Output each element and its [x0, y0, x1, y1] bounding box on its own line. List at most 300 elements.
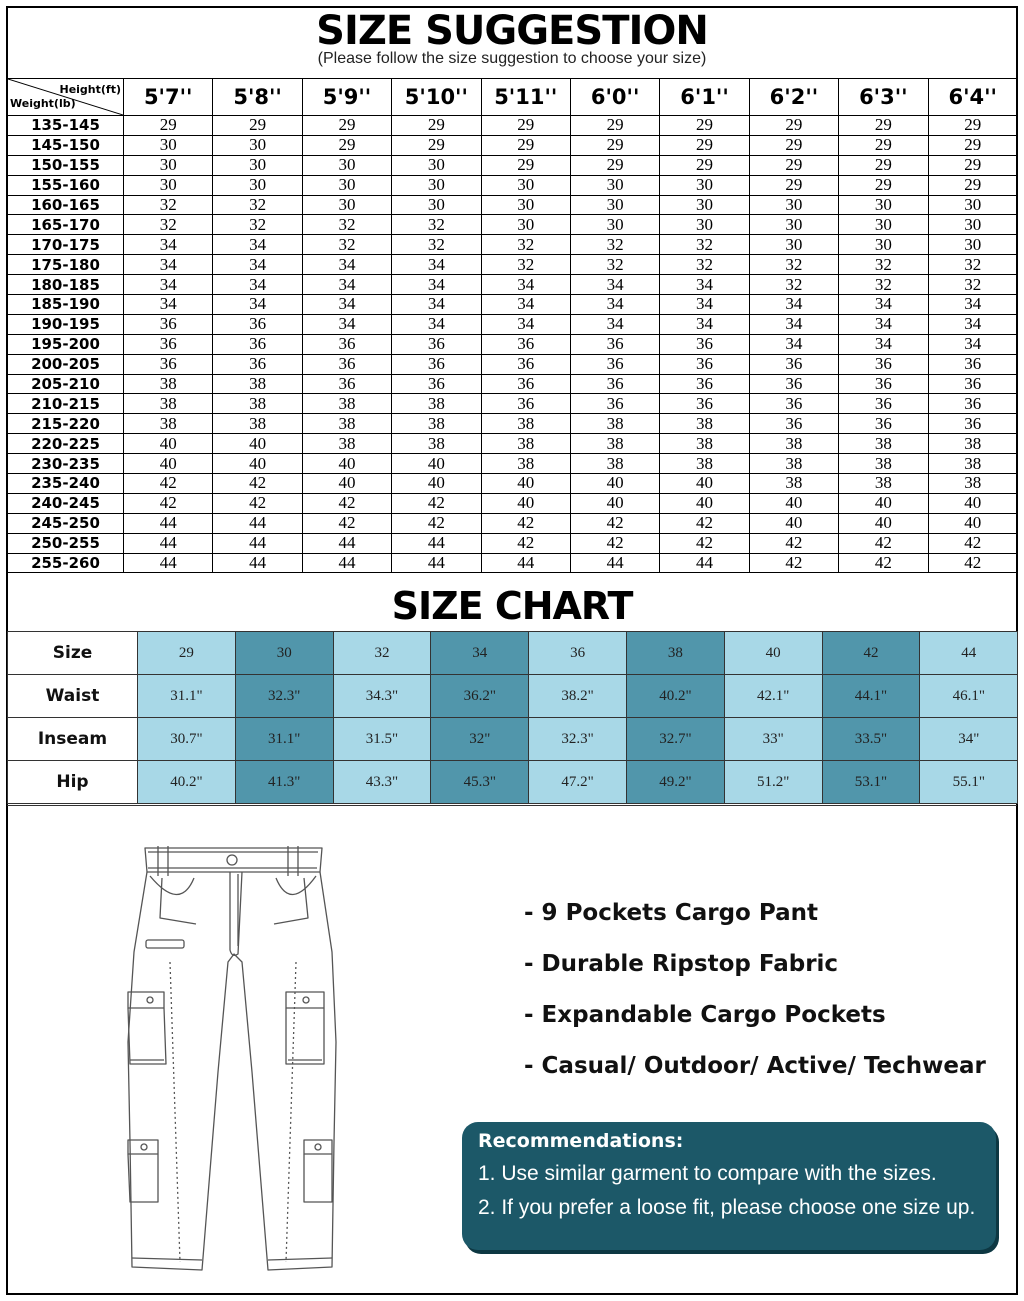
- size-cell: 36: [839, 354, 928, 374]
- size-cell: 40: [749, 493, 838, 513]
- chart-value-cell: 32: [333, 632, 431, 675]
- size-cell: 32: [749, 275, 838, 295]
- size-cell: 29: [928, 135, 1017, 155]
- size-cell: 44: [302, 533, 391, 553]
- size-cell: 29: [928, 155, 1017, 175]
- chart-value-cell: 33": [724, 718, 822, 761]
- chart-value-cell: 47.2": [529, 761, 627, 804]
- section-divider: [7, 805, 1017, 806]
- size-cell: 29: [124, 116, 213, 136]
- size-cell: 29: [749, 116, 838, 136]
- size-cell: 32: [660, 255, 749, 275]
- chart-value-cell: 34.3": [333, 675, 431, 718]
- size-cell: 34: [749, 295, 838, 315]
- size-cell: 29: [302, 135, 391, 155]
- recommendations-title: Recommendations:: [478, 1130, 684, 1152]
- size-cell: 32: [392, 215, 481, 235]
- size-cell: 32: [124, 215, 213, 235]
- size-cell: 29: [749, 135, 838, 155]
- height-header-cell: 5'10'': [392, 79, 481, 116]
- size-cell: 34: [392, 314, 481, 334]
- weight-range-cell: 145-150: [8, 135, 124, 155]
- chart-row-label: Hip: [8, 761, 138, 804]
- table-row: [8, 175, 1018, 195]
- size-cell: 42: [928, 553, 1017, 573]
- height-header-cell: 6'3'': [839, 79, 928, 116]
- size-cell: 30: [749, 195, 838, 215]
- size-cell: 30: [302, 155, 391, 175]
- size-cell: 34: [392, 275, 481, 295]
- size-cell: 36: [749, 354, 838, 374]
- size-cell: 36: [392, 334, 481, 354]
- size-cell: 30: [570, 195, 659, 215]
- weight-range-cell: 240-245: [8, 493, 124, 513]
- table-row: [8, 493, 1018, 513]
- size-cell: 36: [124, 334, 213, 354]
- size-cell: 34: [839, 314, 928, 334]
- table-row: [8, 434, 1018, 454]
- size-cell: 36: [660, 334, 749, 354]
- size-cell: 44: [392, 533, 481, 553]
- size-cell: 30: [839, 235, 928, 255]
- size-cell: 40: [928, 493, 1017, 513]
- size-cell: 30: [749, 215, 838, 235]
- feature-item: - 9 Pockets Cargo Pant: [524, 900, 818, 926]
- size-cell: 36: [749, 414, 838, 434]
- height-axis-label: Height(ft): [59, 83, 121, 96]
- size-cell: 36: [570, 354, 659, 374]
- size-cell: 32: [213, 195, 302, 215]
- weight-range-cell: 170-175: [8, 235, 124, 255]
- chart-row-label: Waist: [8, 675, 138, 718]
- size-cell: 29: [392, 116, 481, 136]
- size-cell: 29: [660, 155, 749, 175]
- size-cell: 30: [213, 175, 302, 195]
- size-cell: 38: [481, 454, 570, 474]
- size-cell: 36: [660, 394, 749, 414]
- size-cell: 34: [660, 314, 749, 334]
- size-cell: 32: [481, 255, 570, 275]
- size-cell: 38: [481, 414, 570, 434]
- size-cell: 30: [124, 155, 213, 175]
- size-cell: 32: [481, 235, 570, 255]
- size-cell: 30: [481, 215, 570, 235]
- size-cell: 30: [928, 195, 1017, 215]
- size-cell: 38: [928, 434, 1017, 454]
- table-row: [8, 394, 1018, 414]
- size-cell: 36: [839, 394, 928, 414]
- size-cell: 40: [124, 434, 213, 454]
- chart-value-cell: 41.3": [235, 761, 333, 804]
- size-cell: 38: [660, 434, 749, 454]
- size-cell: 29: [570, 135, 659, 155]
- height-header-cell: 6'1'': [660, 79, 749, 116]
- table-row: [8, 354, 1018, 374]
- size-cell: 44: [124, 553, 213, 573]
- size-cell: 34: [392, 295, 481, 315]
- size-cell: 30: [570, 175, 659, 195]
- size-cell: 38: [213, 394, 302, 414]
- recommendations-box: [462, 1122, 996, 1250]
- weight-range-cell: 180-185: [8, 275, 124, 295]
- size-cell: 29: [570, 155, 659, 175]
- size-cell: 36: [749, 394, 838, 414]
- size-cell: 38: [392, 414, 481, 434]
- size-cell: 40: [570, 493, 659, 513]
- size-cell: 42: [302, 493, 391, 513]
- chart-value-cell: 45.3": [431, 761, 529, 804]
- size-cell: 34: [213, 275, 302, 295]
- table-row: [8, 454, 1018, 474]
- size-cell: 30: [124, 135, 213, 155]
- chart-value-cell: 44.1": [822, 675, 920, 718]
- size-cell: 30: [660, 215, 749, 235]
- height-header-cell: 5'7'': [124, 79, 213, 116]
- size-cell: 42: [213, 474, 302, 494]
- size-suggestion-title: SIZE SUGGESTION: [316, 8, 708, 54]
- size-cell: 44: [660, 553, 749, 573]
- size-cell: 40: [124, 454, 213, 474]
- size-cell: 44: [213, 553, 302, 573]
- size-cell: 36: [660, 354, 749, 374]
- size-cell: 30: [392, 175, 481, 195]
- size-cell: 34: [124, 295, 213, 315]
- size-cell: 44: [213, 533, 302, 553]
- size-cell: 30: [928, 215, 1017, 235]
- weight-range-cell: 190-195: [8, 314, 124, 334]
- size-cell: 36: [392, 374, 481, 394]
- height-header-cell: 6'2'': [749, 79, 838, 116]
- size-cell: 32: [749, 255, 838, 275]
- size-cell: 36: [928, 354, 1017, 374]
- weight-range-cell: 200-205: [8, 354, 124, 374]
- size-cell: 42: [481, 533, 570, 553]
- size-cell: 34: [481, 295, 570, 315]
- weight-axis-label: Weight(lb): [10, 97, 76, 110]
- chart-row-hip: [8, 761, 1018, 804]
- table-row: [8, 116, 1018, 136]
- chart-value-cell: 32.3": [529, 718, 627, 761]
- recommendation-item: 2. If you prefer a loose fit, please choose one size up.: [478, 1196, 976, 1219]
- size-cell: 44: [302, 553, 391, 573]
- size-cell: 38: [302, 414, 391, 434]
- size-cell: 44: [124, 533, 213, 553]
- size-cell: 44: [481, 553, 570, 573]
- table-row: [8, 215, 1018, 235]
- size-cell: 32: [839, 255, 928, 275]
- weight-range-cell: 175-180: [8, 255, 124, 275]
- size-cell: 29: [481, 116, 570, 136]
- size-cell: 40: [660, 474, 749, 494]
- size-cell: 38: [392, 394, 481, 414]
- size-cell: 29: [928, 116, 1017, 136]
- size-cell: 34: [928, 295, 1017, 315]
- size-cell: 36: [481, 334, 570, 354]
- size-cell: 29: [660, 135, 749, 155]
- feature-item: - Casual/ Outdoor/ Active/ Techwear: [524, 1053, 986, 1079]
- size-cell: 34: [124, 255, 213, 275]
- size-suggestion-subtitle: (Please follow the size suggestion to choose your size): [317, 50, 707, 67]
- size-cell: 32: [839, 275, 928, 295]
- weight-range-cell: 185-190: [8, 295, 124, 315]
- size-cell: 32: [928, 255, 1017, 275]
- table-row: [8, 295, 1018, 315]
- size-cell: 44: [124, 513, 213, 533]
- chart-value-cell: 30.7": [138, 718, 236, 761]
- size-cell: 34: [213, 255, 302, 275]
- size-cell: 30: [749, 235, 838, 255]
- chart-value-cell: 32.3": [235, 675, 333, 718]
- size-cell: 36: [928, 374, 1017, 394]
- size-chart-title: SIZE CHART: [391, 584, 633, 628]
- chart-value-cell: 34": [920, 718, 1018, 761]
- chart-value-cell: 43.3": [333, 761, 431, 804]
- size-cell: 34: [839, 295, 928, 315]
- size-cell: 34: [660, 275, 749, 295]
- size-cell: 42: [213, 493, 302, 513]
- size-cell: 42: [839, 533, 928, 553]
- weight-range-cell: 195-200: [8, 334, 124, 354]
- chart-value-cell: 49.2": [626, 761, 724, 804]
- size-cell: 30: [839, 215, 928, 235]
- table-row: [8, 135, 1018, 155]
- size-cell: 29: [481, 135, 570, 155]
- size-cell: 34: [660, 295, 749, 315]
- size-cell: 32: [928, 275, 1017, 295]
- size-cell: 44: [570, 553, 659, 573]
- size-cell: 40: [392, 474, 481, 494]
- chart-value-cell: 44: [920, 632, 1018, 675]
- size-cell: 34: [928, 314, 1017, 334]
- chart-value-cell: 32.7": [626, 718, 724, 761]
- weight-range-cell: 230-235: [8, 454, 124, 474]
- size-cell: 36: [570, 334, 659, 354]
- size-cell: 40: [570, 474, 659, 494]
- size-cell: 32: [302, 235, 391, 255]
- size-cell: 42: [660, 533, 749, 553]
- weight-range-cell: 235-240: [8, 474, 124, 494]
- size-cell: 34: [302, 255, 391, 275]
- table-row: [8, 314, 1018, 334]
- size-cell: 40: [302, 454, 391, 474]
- cargo-pants-icon: [110, 842, 355, 1282]
- size-cell: 32: [302, 215, 391, 235]
- size-cell: 34: [392, 255, 481, 275]
- size-cell: 34: [928, 334, 1017, 354]
- table-row: [8, 195, 1018, 215]
- size-cell: 29: [302, 116, 391, 136]
- size-cell: 36: [481, 374, 570, 394]
- size-cell: 30: [392, 195, 481, 215]
- size-cell: 29: [213, 116, 302, 136]
- chart-value-cell: 51.2": [724, 761, 822, 804]
- size-cell: 38: [392, 434, 481, 454]
- size-cell: 36: [213, 354, 302, 374]
- table-row: [8, 275, 1018, 295]
- size-cell: 40: [302, 474, 391, 494]
- size-cell: 34: [213, 295, 302, 315]
- feature-item: - Expandable Cargo Pockets: [524, 1002, 886, 1028]
- size-cell: 42: [660, 513, 749, 533]
- chart-value-cell: 42: [822, 632, 920, 675]
- size-cell: 30: [928, 235, 1017, 255]
- table-row: [8, 255, 1018, 275]
- size-cell: 36: [570, 374, 659, 394]
- size-cell: 38: [213, 374, 302, 394]
- size-cell: 30: [213, 135, 302, 155]
- table-row: [8, 235, 1018, 255]
- size-cell: 42: [124, 493, 213, 513]
- weight-range-cell: 220-225: [8, 434, 124, 454]
- table-row: [8, 553, 1018, 573]
- size-cell: 38: [302, 434, 391, 454]
- size-cell: 30: [213, 155, 302, 175]
- table-row: [8, 155, 1018, 175]
- size-cell: 32: [570, 235, 659, 255]
- size-cell: 29: [392, 135, 481, 155]
- size-cell: 29: [749, 175, 838, 195]
- size-cell: 38: [839, 454, 928, 474]
- size-cell: 38: [124, 414, 213, 434]
- size-cell: 40: [839, 513, 928, 533]
- weight-range-cell: 165-170: [8, 215, 124, 235]
- size-cell: 36: [302, 374, 391, 394]
- size-cell: 42: [749, 533, 838, 553]
- size-cell: 38: [570, 414, 659, 434]
- recommendation-item: 1. Use similar garment to compare with the sizes.: [478, 1162, 937, 1185]
- size-cell: 29: [660, 116, 749, 136]
- size-cell: 42: [928, 533, 1017, 553]
- size-cell: 36: [124, 314, 213, 334]
- size-cell: 30: [302, 195, 391, 215]
- size-cell: 36: [839, 414, 928, 434]
- weight-range-cell: 205-210: [8, 374, 124, 394]
- size-cell: 34: [481, 275, 570, 295]
- chart-value-cell: 55.1": [920, 761, 1018, 804]
- size-cell: 29: [570, 116, 659, 136]
- size-cell: 34: [570, 314, 659, 334]
- size-cell: 34: [302, 295, 391, 315]
- size-cell: 38: [124, 394, 213, 414]
- size-cell: 42: [749, 553, 838, 573]
- size-cell: 40: [660, 493, 749, 513]
- size-suggestion-table: [7, 78, 1018, 573]
- weight-range-cell: 245-250: [8, 513, 124, 533]
- chart-value-cell: 31.1": [138, 675, 236, 718]
- size-cell: 36: [481, 354, 570, 374]
- size-cell: 29: [839, 155, 928, 175]
- size-cell: 32: [570, 255, 659, 275]
- chart-row-waist: [8, 675, 1018, 718]
- size-cell: 34: [839, 334, 928, 354]
- size-cell: 44: [392, 553, 481, 573]
- size-cell: 38: [839, 434, 928, 454]
- size-cell: 34: [124, 235, 213, 255]
- chart-row-label: Inseam: [8, 718, 138, 761]
- size-cell: 36: [749, 374, 838, 394]
- size-cell: 29: [839, 175, 928, 195]
- size-cell: 30: [481, 175, 570, 195]
- size-cell: 29: [839, 116, 928, 136]
- height-header-cell: 5'8'': [213, 79, 302, 116]
- size-cell: 30: [124, 175, 213, 195]
- chart-value-cell: 33.5": [822, 718, 920, 761]
- size-cell: 36: [124, 354, 213, 374]
- chart-value-cell: 40.2": [138, 761, 236, 804]
- size-cell: 40: [213, 454, 302, 474]
- chart-value-cell: 34: [431, 632, 529, 675]
- size-cell: 36: [839, 374, 928, 394]
- size-cell: 30: [839, 195, 928, 215]
- size-cell: 42: [392, 493, 481, 513]
- size-cell: 36: [392, 354, 481, 374]
- size-cell: 32: [660, 235, 749, 255]
- chart-value-cell: 36.2": [431, 675, 529, 718]
- size-cell: 42: [570, 513, 659, 533]
- weight-range-cell: 135-145: [8, 116, 124, 136]
- weight-range-cell: 150-155: [8, 155, 124, 175]
- chart-value-cell: 53.1": [822, 761, 920, 804]
- size-cell: 32: [124, 195, 213, 215]
- size-cell: 34: [481, 314, 570, 334]
- size-cell: 38: [570, 434, 659, 454]
- size-cell: 44: [213, 513, 302, 533]
- size-cell: 32: [213, 215, 302, 235]
- chart-value-cell: 46.1": [920, 675, 1018, 718]
- size-cell: 38: [124, 374, 213, 394]
- weight-range-cell: 215-220: [8, 414, 124, 434]
- size-cell: 38: [660, 414, 749, 434]
- table-row: [8, 374, 1018, 394]
- height-header-cell: 5'9'': [302, 79, 391, 116]
- table-row: [8, 533, 1018, 553]
- height-header-cell: 6'0'': [570, 79, 659, 116]
- chart-value-cell: 42.1": [724, 675, 822, 718]
- chart-value-cell: 30: [235, 632, 333, 675]
- size-cell: 38: [928, 454, 1017, 474]
- height-header-cell: 6'4'': [928, 79, 1017, 116]
- table-row: [8, 513, 1018, 533]
- size-cell: 36: [302, 354, 391, 374]
- size-cell: 32: [392, 235, 481, 255]
- size-cell: 38: [302, 394, 391, 414]
- size-cell: 38: [749, 474, 838, 494]
- size-cell: 34: [302, 314, 391, 334]
- size-cell: 34: [570, 295, 659, 315]
- size-cell: 38: [839, 474, 928, 494]
- size-cell: 36: [570, 394, 659, 414]
- size-cell: 29: [481, 155, 570, 175]
- weight-range-cell: 250-255: [8, 533, 124, 553]
- size-cell: 42: [302, 513, 391, 533]
- size-cell: 34: [570, 275, 659, 295]
- chart-value-cell: 29: [138, 632, 236, 675]
- table-corner-cell: [8, 79, 124, 116]
- size-cell: 42: [392, 513, 481, 533]
- weight-range-cell: 210-215: [8, 394, 124, 414]
- size-cell: 42: [124, 474, 213, 494]
- chart-value-cell: 31.5": [333, 718, 431, 761]
- weight-range-cell: 255-260: [8, 553, 124, 573]
- height-header-cell: 5'11'': [481, 79, 570, 116]
- size-cell: 36: [660, 374, 749, 394]
- size-cell: 40: [928, 513, 1017, 533]
- size-cell: 42: [481, 513, 570, 533]
- size-cell: 42: [839, 553, 928, 573]
- size-cell: 40: [481, 474, 570, 494]
- size-cell: 38: [749, 434, 838, 454]
- chart-value-cell: 36: [529, 632, 627, 675]
